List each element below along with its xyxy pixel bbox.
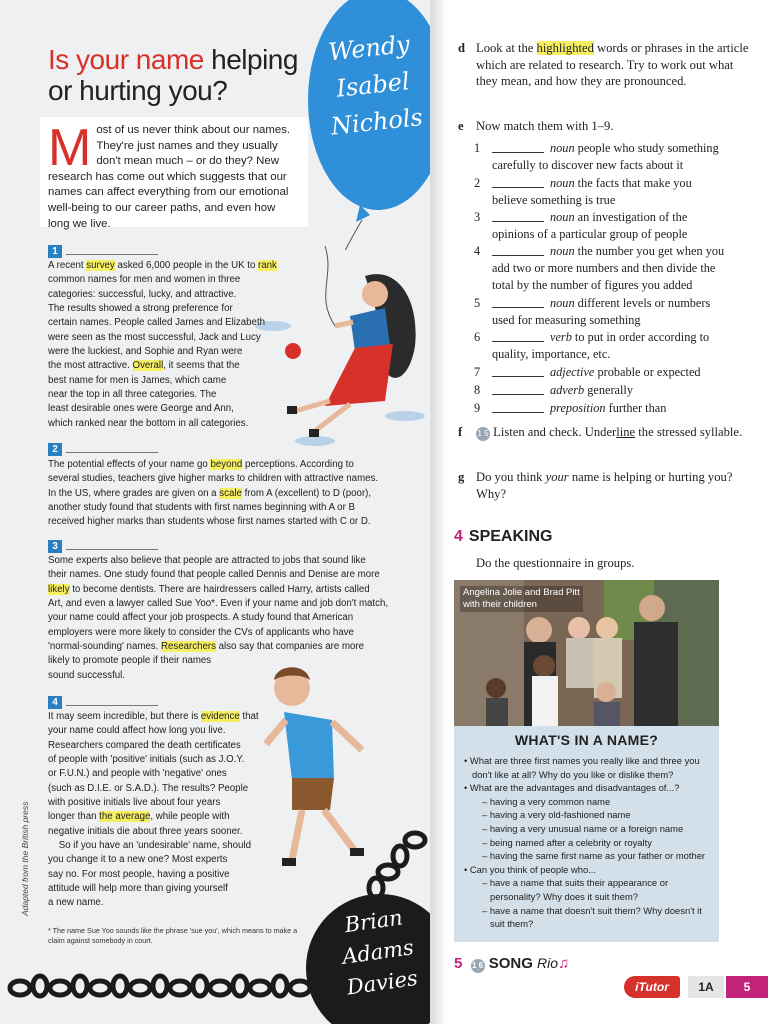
press-credit: Adapted from the British press [20,801,30,916]
text-line: It may seem incredible, but there is evidence that [48,711,259,722]
audio-icon[interactable]: 1 6 [471,959,485,973]
text-line: the most attractive. Overall, it seems that the [48,360,240,372]
answer-blank[interactable] [492,307,544,308]
highlighted-word: survey [86,260,115,271]
exercise-e: e Now match them with 1–9. [458,119,614,133]
circle-name: Brian Adams Davies [340,905,420,1000]
text-line: A recent survey asked 6,000 people in the UK to rank [48,260,277,271]
text-line: Art, and even a lawyer called Sue Yoo*. Even if your name and job don't match, [48,598,389,610]
highlighted-word: the average [99,811,151,823]
text-line: of people with 'positive' initials (such as J.O.Y. [48,754,245,766]
text-line: were seen as the most successful, Jack and Lucy [48,331,261,343]
text-line: attitude will help more than giving yourself [48,883,228,895]
text-line: employers were more likely to consider the CVs of applicants who have [48,626,354,638]
sub-question: – being named after a celebrity or royalty [482,836,652,848]
sub-question: – have a name that doesn't suit them? Why doesn't it suit them? [482,904,702,930]
sub-question: – have a name that suits their appearance or personality? Why does it suit them? [482,877,669,902]
text-line: your name could affect how long you live. [48,725,226,737]
matching-item: 8 adverb generally [474,383,633,397]
highlighted-word: Researchers [161,641,216,653]
text-line: with positive initials live about four years [48,797,221,809]
text-line: longer than the average, while people with [48,811,230,823]
text-line: near the top in all three categories. The [48,389,217,401]
answer-blank[interactable] [492,152,544,153]
family-photo [454,580,719,726]
section-3-text [48,554,418,683]
music-note-icon: ♫ [558,955,570,972]
highlighted-word: likely [48,583,70,595]
matching-item: 4 noun the number you get when you add two or more numbers and then divide the total by the number of figures you added [474,244,725,292]
section-number: 3 [48,540,62,553]
answer-blank[interactable] [492,376,544,377]
intro-text: ost of us never think about our names. They're just names and they usually don't mean much – or do they? New research has come out which suggests that our names can affect everything from our emotional well-being to our career paths, and even how long we live. [48,124,291,230]
text-line: least desirable ones were George and Ann, [48,403,234,415]
photo-caption: Angelina Jolie and Brad Pitt with their children [460,586,583,612]
matching-item: 1 noun people who study something carefully to discover new facts about it [474,141,719,172]
audio-icon[interactable]: 1 5 [476,427,490,441]
answer-blank[interactable] [492,221,544,222]
sub-question: – having the same first name as your father or mother [482,850,706,862]
text-line: you change it to a new one? Most experts [48,854,228,866]
exercise-g: g Do you think your name is helping or hurting you? Why? [458,470,733,501]
matching-item: 9 preposition further than [474,401,667,415]
text-line: say no. For most people, having a positive [48,868,230,880]
questionnaire-title: WHAT'S IN A NAME? [514,732,659,748]
section-number: 1 [48,245,62,258]
text-line: 'normal-sounding' names. Researchers also say that companies are more [48,641,365,653]
answer-blank[interactable] [492,394,544,395]
article-title: Is your name helping or hurting you? [48,44,298,106]
text-line: your name could affect your job prospects. A study found that American [48,612,354,624]
text-line: The results showed a strong preference for [48,303,233,315]
matching-item: 2 noun the facts that make you believe something is true [474,176,692,207]
text-line: their names. One study found that people called Dennis and Denise are more [48,569,380,581]
text-line: another study found that students with first names beginning with A or B [48,502,355,514]
text-line: Some experts also believe that people are attracted to jobs that sound like [48,555,366,566]
page-number: 5 [726,976,768,998]
text-line: received higher marks than students whose first names started with C or D. [48,516,371,528]
section-blank-line [66,254,158,255]
highlighted-word: evidence [200,711,240,722]
question: • Can you think of people who... [464,863,597,875]
section-number: 2 [48,443,62,456]
section-2-text [48,458,418,530]
footnote: * The name Sue Yoo sounds like the phrase 'sue you', which means to make a claim against somebody in court. [48,926,298,945]
text-line: common names for men and women in three [48,274,241,286]
text-line: best name for men is James, which came [48,374,227,386]
highlighted-word: scale [219,487,242,499]
unit-label: 1A [688,976,724,998]
section-4-text [48,710,278,911]
balloon-name: Wendy Isabel Nichols [327,30,425,141]
text-line: a new name. [48,897,104,909]
exercise-f: f 1 5 Listen and check. Underline the stressed syllable. [458,425,743,439]
page-gutter [430,0,444,1024]
answer-blank[interactable] [492,187,544,188]
itutor-badge[interactable]: iTutor [624,976,680,998]
text-line: sound successful. [48,669,126,681]
question: • What are the advantages and disadvantages of...? [464,782,680,794]
sub-question: – having a very common name [482,795,611,807]
matching-item: 6 verb to put in order according to quality, importance, etc. [474,330,710,361]
text-line: likely to become dentists. There are hairdressers called Harry, artists called [48,583,370,595]
speaking-heading: 4 SPEAKING [454,528,553,545]
answer-blank[interactable] [492,255,544,256]
text-line: categories: successful, lucky, and attractive. [48,288,237,300]
sub-question: – having a very old-fashioned name [482,809,631,821]
speaking-instruction: Do the questionnaire in groups. [476,556,635,570]
text-line: (such as D.I.E. or S.A.D.). The results? People [48,782,249,794]
matching-item: 3 noun an investigation of the opinions of a particular group of people [474,210,688,241]
matching-item: 7 adjective probable or expected [474,365,701,379]
text-line: The potential effects of your name go beyond perceptions. According to [48,459,354,470]
text-line: which ranked near the bottom in all categories. [48,417,249,429]
highlighted-word: Overall [132,360,164,372]
highlighted-word: beyond [210,459,243,470]
text-line: In the US, where grades are given on a scale from A (excellent) to D (poor), [48,487,372,499]
song-section: 5 1 6 SONG Rio♫ [454,955,570,972]
matching-item: 5 noun different levels or numbers used for measuring something [474,296,711,327]
highlighted-word: rank [258,260,277,271]
answer-blank[interactable] [492,412,544,413]
text-line: were the luckiest, and Sophie and Ryan were [48,346,243,358]
article-intro [40,117,308,230]
sub-question: – having a very unusual name or a foreign name [482,822,684,834]
text-line: certain names. People called James and Elizabeth [48,317,266,329]
questionnaire-box [454,726,719,942]
section-number: 4 [48,696,62,709]
text-line: or F.U.N.) and people with 'negative' ones [48,768,227,780]
text-line: negative initials die about three years sooner. [48,825,243,837]
section-blank-line [66,705,158,706]
answer-blank[interactable] [492,341,544,342]
drop-cap: M [48,119,92,177]
question: • What are three first names you really like and three you don't like at all? Why do you like or dislike them? [464,755,700,780]
text-line: several studies, teachers give higher marks to children with attractive names. [48,473,379,485]
section-1-text [48,259,288,431]
section-blank-line [66,549,158,550]
section-blank-line [66,452,158,453]
text-line: likely to promote people if their names [48,655,212,667]
text-line: Researchers compared the death certificates [48,739,241,751]
exercise-d: d Look at the highlighted words or phrases in the article which are related to research. Try to work out what they mean, and how they are pronounced. [458,41,749,88]
text-line: So if you have an 'undesirable' name, should [48,840,251,852]
